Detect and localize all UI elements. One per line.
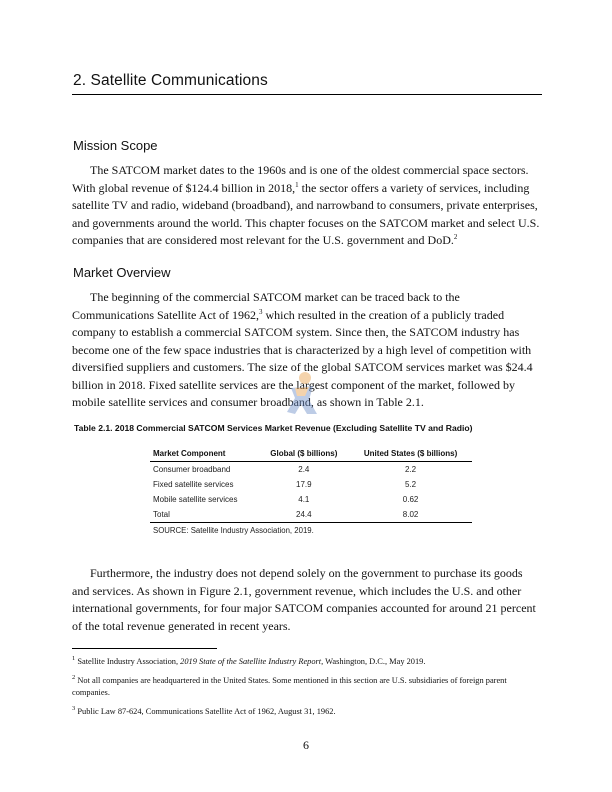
table-cell: 0.62 [402,495,419,504]
paragraph-text: the sector offers a variety of services, including satellite TV and radio, wideband (broadband), and narrowband to consumers, private enterprises, and governments around the world. This chapter focuses on the SATCOM market and select U.S. companies that are considered most relevant for the U.S. government and DoD. [72,180,540,247]
table-header-cell: Global ($ billions) [259,446,350,462]
table-cell: Total [150,507,259,523]
table-cell: Mobile satellite services [153,495,238,504]
table-cell: Consumer broadband [153,465,231,474]
footnote-text: Public Law 87-624, Communications Satellite Act of 1962, August 31, 1962. [77,707,336,716]
footnote-2 [72,675,540,699]
table-caption: Table 2.1. 2018 Commercial SATCOM Services Market Revenue (Excluding Satellite TV and Radio) [74,423,473,433]
table-cell: 4.1 [298,495,310,504]
footnote-divider [72,648,217,649]
table-header-cell: Market Component [150,446,259,462]
footnote-ref-3[interactable]: 3 [258,307,263,316]
footnote-number: 1 [72,655,76,662]
table-row [150,477,472,492]
chapter-title-rule [72,94,542,95]
figure-watermark-icon [283,370,323,416]
chapter-title: 2. Satellite Communications [73,72,268,89]
table-row [150,492,472,507]
table-cell: 24.4 [259,507,350,523]
table-row [150,507,472,523]
table-cell: Fixed satellite services [153,480,234,489]
table-cell: 8.02 [349,507,472,523]
table-source-row [150,523,472,539]
paragraph-text: The beginning of the commercial SATCOM market can be traced back to the Communications Satellite Act of 1962, [72,290,460,322]
section-heading-mission-scope: Mission Scope [73,138,158,153]
footnote-text: Not all companies are headquartered in the United States. Some mentioned in this section are U.S. subsidiaries of foreign parent companies. [72,676,507,697]
page-number: 6 [303,738,309,752]
table-cell: 2.4 [298,465,310,474]
table-row [150,462,472,478]
footnote-number: 3 [72,705,76,712]
section-heading-market-overview: Market Overview [73,265,171,280]
table-source: SOURCE: Satellite Industry Association, 2019. [153,526,314,535]
mission-scope-paragraph [72,162,542,250]
table-header-cell: United States ($ billions) [349,446,472,462]
footnote-report-title: 2019 State of the Satellite Industry Report [180,657,322,666]
footnote-ref-1[interactable]: 1 [295,180,299,189]
paragraph-text: Furthermore, the industry does not depend solely on the government to purchase its goods and services. As shown in Figure 2.1, government revenue, which includes the U.S. and other international governments, for four major SATCOM companies accounted for around 21 percent of the total revenue generated in recent years. [72,566,536,633]
table-cell: 2.2 [405,465,417,474]
footnote-number: 2 [72,674,76,681]
table-header-row [150,446,472,462]
footnote-3 [72,706,540,718]
table-cell: 17.9 [296,480,312,489]
footnote-ref-2[interactable]: 2 [453,233,458,241]
footnote-text: Satellite Industry Association, [77,657,181,666]
table-cell: 5.2 [405,480,417,489]
revenue-table [150,446,472,538]
footnote-1 [72,656,540,668]
footnote-text: , Washington, D.C., May 2019. [321,657,426,666]
closing-paragraph [72,565,542,635]
paragraph-text: The SATCOM market dates to the 1960s and is one of the oldest commercial space sectors. With global revenue of $124.4 billion in 2018, [72,163,529,195]
paragraph-text: which resulted in the creation of a publicly traded company to establish a commercial SATCOM system. Since then, the SATCOM industry has become one of the few space industries that is characterized by a high level of competition with diversified suppliers and customers. The size of the global SATCOM services market was $24.4 billion in 2018. Fixed satellite services are the largest component of the market, followed by mobile satellite services and consumer broadband, as shown in Table 2.1. [72,307,533,409]
